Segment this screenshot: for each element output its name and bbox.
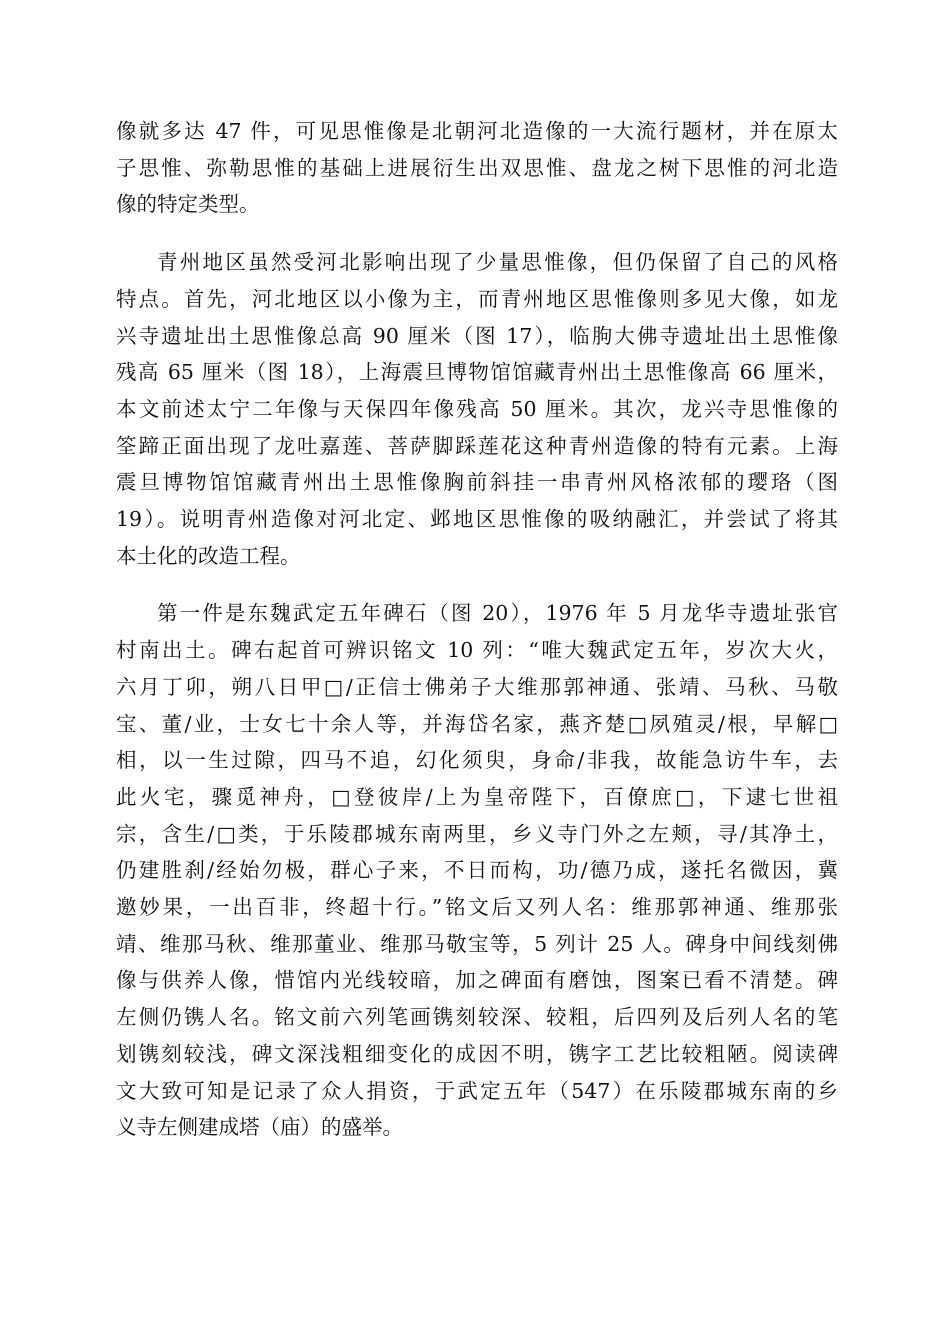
- text-line: 六月丁卯，朔八日甲□/正信士佛弟子大维那郭神通、张靖、马秋、马敬: [116, 674, 838, 699]
- text-line: 相，以一生过隙，四马不追，幻化须臾，身命/非我，故能急访牛车，去: [116, 748, 838, 773]
- paragraph-3: [116, 595, 838, 1146]
- text-line: 宝、董/业，士女七十余人等，并海岱名家，燕齐楚□夙殖灵/根，早解□: [116, 711, 838, 736]
- text-line: 震旦博物馆馆藏青州出土思惟像胸前斜挂一串青州风格浓郁的璎珞（图: [116, 470, 838, 495]
- text-line: 本土化的改造工程。: [116, 543, 301, 568]
- text-line: 宗，含生/□类，于乐陵郡城东南两里，乡义寺门外之左颊，寻/其净土，: [116, 821, 838, 846]
- text-line: 筌蹄正面出现了龙吐嘉莲、菩萨脚踩莲花这种青州造像的特有元素。上海: [116, 433, 838, 458]
- paragraph-2: [116, 244, 838, 574]
- text-line: 19）。说明青州造像对河北定、邺地区思惟像的吸纳融汇，并尝试了将其: [116, 507, 838, 532]
- text-line: 文大致可知是记录了众人捐资，于武定五年（547）在乐陵郡城东南的乡: [116, 1078, 838, 1103]
- text-line: 残高 65 厘米（图 18），上海震旦博物馆馆藏青州出土思惟像高 66 厘米，: [116, 360, 838, 385]
- text-line: 靖、维那马秋、维那董业、维那马敬宝等，5 列计 25 人。碑身中间线刻佛: [116, 931, 838, 956]
- text-line: 此火宅，骤觅神舟，□登彼岸/上为皇帝陛下，百僚庶□，下逮七世祖: [116, 784, 838, 809]
- text-line: 兴寺遗址出土思惟像总高 90 厘米（图 17），临朐大佛寺遗址出土思惟像: [116, 323, 838, 348]
- text-line: 邀妙果，一出百非，终超十行。”铭文后又列人名：维那郭神通、维那张: [116, 895, 838, 920]
- text-line: 子思惟、弥勒思惟的基础上进展衍生出双思惟、盘龙之树下思惟的河北造: [116, 155, 838, 180]
- text-line: 仍建胜刹/经始勿极，群心子来，不日而构，功/德乃成，遂托名微因，冀: [116, 858, 838, 883]
- text-line: 本文前述太宁二年像与天保四年像残高 50 厘米。其次，龙兴寺思惟像的: [116, 396, 838, 421]
- text-line: 义寺左侧建成塔（庙）的盛举。: [116, 1115, 403, 1140]
- text-line: 像的特定类型。: [116, 192, 260, 217]
- text-line: 左侧仍镌人名。铭文前六列笔画镌刻较深、较粗，后四列及后列人名的笔: [116, 1005, 838, 1030]
- text-line: 村南出土。碑右起首可辨识铭文 10 列：“唯大魏武定五年，岁次大火，: [116, 638, 838, 663]
- text-line: 第一件是东魏武定五年碑石（图 20），1976 年 5 月龙华寺遗址张官: [157, 601, 838, 626]
- text-line: 像与供养人像，惜馆内光线较暗，加之碑面有磨蚀，图案已看不清楚。碑: [116, 968, 838, 993]
- paragraph-1: [116, 113, 838, 223]
- text-line: 特点。首先，河北地区以小像为主，而青州地区思惟像则多见大像，如龙: [116, 286, 838, 311]
- text-line: 划镌刻较浅，碑文深浅粗细变化的成因不明，镌字工艺比较粗陋。阅读碑: [116, 1041, 838, 1066]
- text-line: 像就多达 47 件，可见思惟像是北朝河北造像的一大流行题材，并在原太: [116, 119, 838, 143]
- text-line: 青州地区虽然受河北影响出现了少量思惟像，但仍保留了自己的风格: [157, 250, 838, 275]
- document-page: [116, 113, 838, 1146]
